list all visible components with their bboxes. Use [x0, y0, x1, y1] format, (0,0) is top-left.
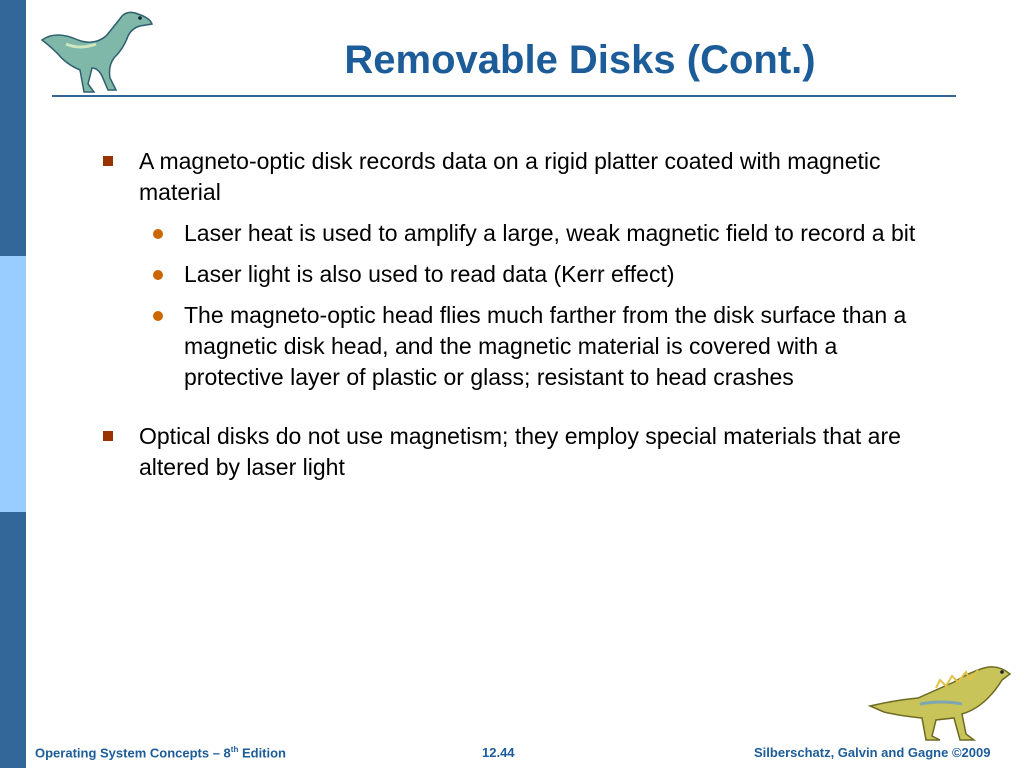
bullet-level1: [100, 146, 940, 208]
bullet-level1: [100, 421, 940, 483]
footer-book-title: [35, 745, 286, 760]
sub-bullet-text: Laser heat is used to amplify a large, weak magnetic field to record a bit: [184, 220, 916, 246]
bullet-level2: [100, 259, 940, 290]
title-divider: [52, 95, 956, 97]
round-bullet-icon: [153, 229, 163, 239]
bullet-text: Optical disks do not use magnetism; they employ special materials that are altered by laser light: [139, 423, 901, 480]
sub-bullet-text: Laser light is also used to read data (Kerr effect): [184, 261, 675, 287]
side-bar: [0, 0, 26, 768]
dinosaur-icon: [866, 660, 1018, 742]
side-bar-bottom: [0, 512, 26, 768]
footer-page-number: 12.44: [482, 745, 515, 760]
bullet-level2: [100, 300, 940, 393]
bullet-level2: [100, 218, 940, 249]
bullet-text: A magneto-optic disk records data on a rigid platter coated with magnetic material: [139, 148, 881, 205]
square-bullet-icon: [103, 431, 113, 441]
footer-book-prefix: Operating System Concepts – 8: [35, 745, 231, 761]
bullet-item: [100, 146, 940, 393]
round-bullet-icon: [153, 311, 163, 321]
dinosaur-icon: [36, 6, 158, 96]
footer-book-suffix: Edition: [238, 745, 287, 761]
side-bar-top: [0, 0, 26, 256]
sub-bullet-text: The magneto-optic head flies much farther from the disk surface than a magnetic disk head, and the magnetic material is covered with a protective layer of plastic or glass; resistant to head crashes: [184, 302, 907, 390]
footer-book-sup: th: [230, 745, 239, 754]
side-bar-middle: [0, 256, 26, 512]
slide-content: [100, 146, 940, 483]
footer-authors: Silberschatz, Galvin and Gagne ©2009: [754, 745, 991, 760]
bullet-item: [100, 421, 940, 483]
square-bullet-icon: [103, 156, 113, 166]
slide-title: Removable Disks (Cont.): [344, 38, 816, 82]
round-bullet-icon: [153, 270, 163, 280]
